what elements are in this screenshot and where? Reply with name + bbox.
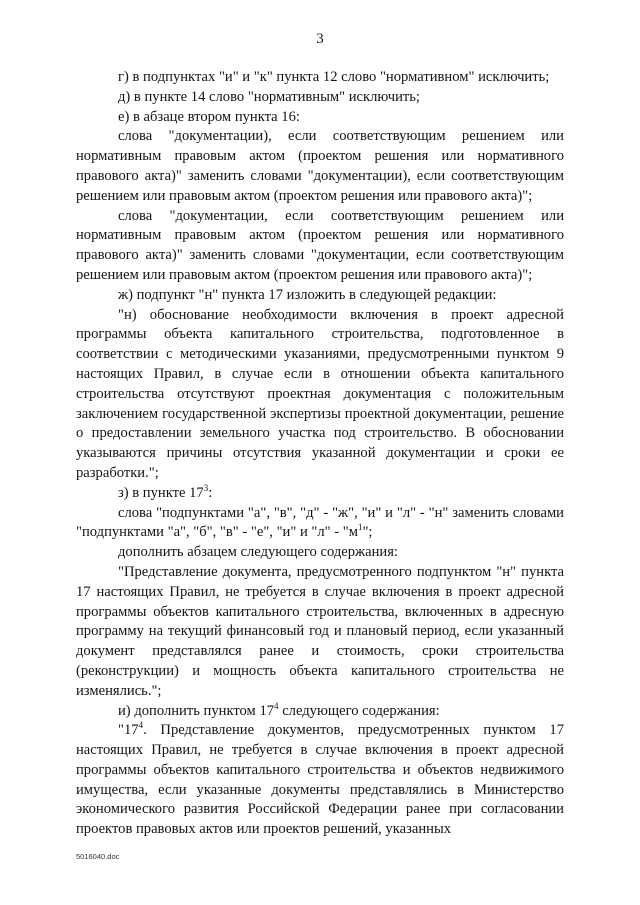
paragraph-amendment-g: г) в подпунктах "и" и "к" пункта 12 слово "нормативном" исключить;: [118, 69, 550, 85]
paragraph-representation-text: "Представление документа, предусмотренного подпунктом "н" пункта 17 настоящих Правил, не требуется в случае включения в проект адресной программы объектов капитального строительства, включенных в адресную программу на текущий финансовый год и плановый период, если указанный документ представлялся ранее и стоимость, сроки строительства (реконструкции) и мощность объекта капитального строительства не изменялись.";: [76, 563, 564, 699]
paragraph-subpoint-n-text: "н) обоснование необходимости включения в проект адресной программы объекта капитального строительства, подготовленное в соответствии с методическими указаниями, предусмотренными пунктом 9 настоящих Правил, в случае если в отношении объекта капитального строительства отсутствуют проектная документация с положительным заключением государственной экспертизы проектной документации, решение о предоставлении земельного участка под строительство. В обосновании указываются причины отсутствия указанной документации и сроки ее разработки.";: [76, 306, 564, 481]
document-filename: 5016040.doc: [76, 852, 120, 861]
paragraph-replace-words-1: слова "документации), если соответствующим решением или нормативным правовым актом (проектом решения или нормативного правового акта)" заменить словами "документации), если соответствующим решением или правовым актом (проектом решения или правового акта)";: [76, 128, 564, 204]
paragraph-replace-subpoints: слова "подпунктами "а", "в", "д" - "ж", "и" и "л" - "н" заменить словами "подпунктами "а", "б", "в" - "е", "и" и "л" - "$м^1$";: [76, 504, 564, 541]
page-number: 3: [316, 31, 324, 47]
superscript: 4: [138, 720, 144, 731]
paragraph-add-abzac: дополнить абзацем следующего содержания:: [118, 544, 398, 561]
paragraph-amendment-d: д) в пункте 14 слово "нормативным" исключить;: [118, 88, 420, 105]
superscript: 1: [357, 522, 363, 533]
superscript: 3: [203, 482, 209, 493]
paragraph-amendment-zh: ж) подпункт "н" пункта 17 изложить в следующей редакции:: [118, 286, 497, 303]
paragraph-amendment-z: з) в пункте $17^3$:: [118, 482, 213, 501]
paragraph-point-17-4-text: "$17^4$. Представление документов, предусмотренных пунктом 17 настоящих Правил, не требуется в случае включения в проект адресной программы объектов капитального строительства и объектов недвижимого имущества, если указанные документы представлялись в Министерство экономического развития Российской Федерации ранее при согласовании проектов правовых актов или проектов решений, указанных: [76, 720, 564, 838]
paragraph-replace-words-2: слова "документации, если соответствующим решением или нормативным правовым актом (проектом решения или нормативного правового акта)" заменить словами "документации, если соответствующим решением или правовым актом (проектом решения или правового акта)";: [76, 207, 564, 283]
superscript: 4: [274, 700, 279, 711]
document-body: [76, 68, 564, 840]
paragraph-amendment-i: и) дополнить пунктом $17^4$ следующего содержания:: [118, 700, 440, 719]
paragraph-amendment-e: е) в абзаце втором пункта 16:: [118, 108, 300, 125]
